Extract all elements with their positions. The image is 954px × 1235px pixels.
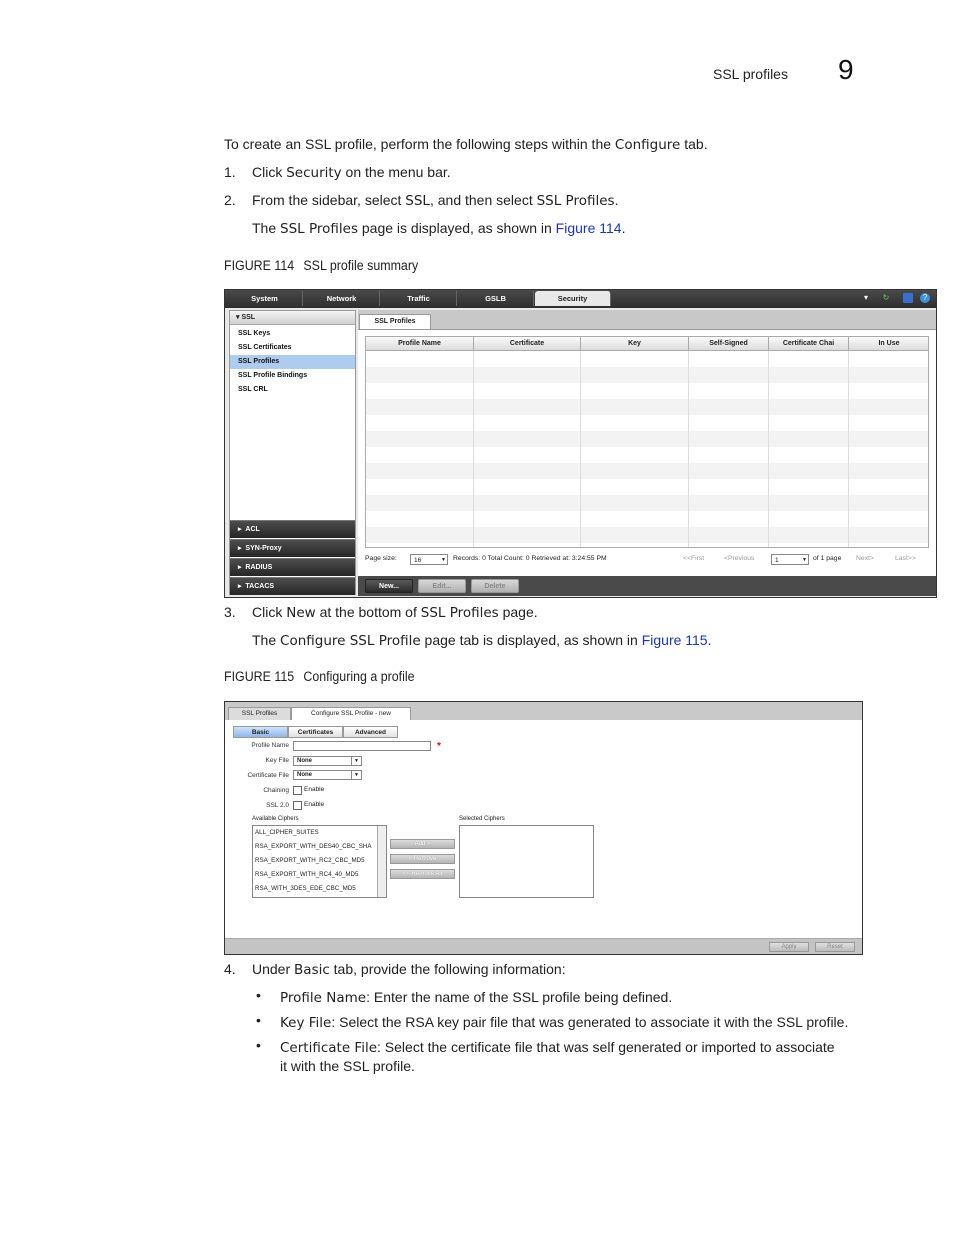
table-row [366,399,929,415]
step-1-text: Click Security on the menu bar. [252,164,451,181]
step-4-text: Under Basic tab, provide the following information: [252,961,566,978]
profile-name-input[interactable] [293,741,431,751]
list-item[interactable]: RSA_EXPORT_WITH_RC4_40_MD5 [255,871,359,878]
key-file-label: Key File [265,757,289,764]
column-profile-name[interactable]: Profile Name [366,337,474,351]
chevron-down-icon: ▼ [351,771,361,779]
bullet-key-file: Key File: Select the RSA key pair file that was generated to associate it with the SSL profile. [280,1014,849,1031]
sidebar-item-ssl-crl[interactable]: SSL CRL [238,386,268,393]
available-ciphers-label: Available Ciphers [252,816,299,822]
figure-115-caption: FIGURE 115 Configuring a profile [224,669,415,684]
step-3-text: Click New at the bottom of SSL Profiles page. [252,604,538,621]
certificate-file-select[interactable]: None ▼ [293,770,362,780]
subtab-basic[interactable]: Basic [233,726,288,738]
chapter-number: 9 [838,54,854,85]
chaining-checkbox[interactable] [293,786,302,795]
subtab-certificates[interactable]: Certificates [288,726,343,738]
subtab-advanced[interactable]: Advanced [343,726,398,738]
step-2-note: The SSL Profiles page is displayed, as shown in Figure 114. [252,220,626,237]
sidebar-item-ssl-profile-bindings[interactable]: SSL Profile Bindings [238,372,308,379]
list-item[interactable]: RSA_EXPORT_WITH_DES40_CBC_SHA [255,843,372,850]
chevron-down-icon: ▼ [802,557,807,563]
tab-ssl-profiles[interactable]: SSL Profiles [359,314,431,329]
list-item[interactable]: RSA_EXPORT_WITH_RC2_CBC_MD5 [255,857,365,864]
column-certificate[interactable]: Certificate [474,337,581,351]
selected-ciphers-list[interactable] [459,825,594,898]
sidebar-cat-syn-proxy[interactable]: ▸ SYN-Proxy [230,539,355,557]
table-row [366,463,929,479]
sidebar-cat-acl[interactable]: ▸ ACL [230,520,355,538]
save-icon[interactable] [903,293,913,303]
first-link[interactable]: <<First [683,555,705,562]
column-self-signed[interactable]: Self-Signed [689,337,769,351]
sidebar-item-ssl-certificates[interactable]: SSL Certificates [238,344,292,351]
list-scrollbar[interactable] [377,826,386,897]
sidebar-cat-tacacs[interactable]: ▸ TACACS [230,577,355,595]
remove-all-button[interactable]: << Remove All [390,869,455,879]
running-header-title: SSL profiles [713,66,788,82]
menu-system[interactable]: System [227,291,303,306]
list-item[interactable]: ALL_CIPHER_SUITES [255,829,319,836]
edit-button[interactable]: Edit... [418,579,466,593]
ssl20-enable-label: Enable [304,801,325,808]
table-row [366,527,929,543]
profiles-grid [365,336,929,548]
column-key[interactable]: Key [581,337,689,351]
chevron-down-icon: ▼ [441,557,446,563]
chevron-down-icon: ▼ [351,757,361,765]
add-button[interactable]: Add > [390,839,455,849]
ssl20-checkbox[interactable] [293,801,302,810]
reset-button[interactable]: Reset [815,942,855,952]
next-link[interactable]: Next> [856,555,874,562]
sidebar-item-ssl-keys[interactable]: SSL Keys [238,330,271,337]
profile-name-label: Profile Name [251,742,289,749]
list-item[interactable]: RSA_WITH_3DES_EDE_CBC_MD5 [255,885,356,892]
bullet-profile-name: Profile Name: Enter the name of the SSL profile being defined. [280,989,673,1006]
new-button[interactable]: New... [365,579,413,593]
previous-link[interactable]: <Previous [724,555,755,562]
menu-gslb[interactable]: GSLB [458,291,534,306]
figure-114-screenshot [224,289,937,598]
menu-security[interactable]: Security [535,291,611,306]
delete-button[interactable]: Delete [471,579,519,593]
key-file-select[interactable]: None ▼ [293,756,362,766]
button-bar [358,576,936,596]
sidebar-cat-radius[interactable]: ▸ RADIUS [230,558,355,576]
figure-114-link[interactable]: Figure 114 [555,220,622,236]
page-size-label: Page size: [365,555,397,562]
figure-114-caption: FIGURE 114 SSL profile summary [224,258,419,273]
chaining-label: Chaining [263,787,289,794]
ssl20-label: SSL 2.0 [266,802,289,809]
table-row [366,367,929,383]
content-area [358,310,936,575]
column-certificate-chain[interactable]: Certificate Chai [769,337,849,351]
bullet-certificate-file-cont: it with the SSL profile. [280,1058,415,1074]
page-size-select[interactable]: 16 ▼ [410,554,448,565]
selected-ciphers-label: Selected Ciphers [459,816,505,822]
last-link[interactable]: Last>> [895,555,916,562]
step-3-number: 3. [224,604,236,620]
help-icon[interactable]: ? [920,293,930,303]
bullet-icon: • [256,1012,261,1028]
bullet-icon: • [256,987,261,1003]
step-3-note: The Configure SSL Profile page tab is displayed, as shown in Figure 115. [252,632,712,649]
sidebar [229,310,356,595]
page-number-select[interactable]: 1 ▼ [771,554,809,565]
available-ciphers-list[interactable] [252,825,387,898]
bottom-bar [225,938,862,955]
refresh-icon[interactable]: ↻ [882,293,890,302]
tab-ssl-profiles[interactable]: SSL Profiles [228,707,291,720]
intro-paragraph: To create an SSL profile, perform the following steps within the Configure tab. [224,136,708,153]
figure-115-screenshot [224,701,863,955]
top-tab-bar [225,702,862,720]
bullet-icon: • [256,1037,261,1053]
sidebar-item-ssl-profiles[interactable]: SSL Profiles [230,355,355,369]
menu-traffic[interactable]: Traffic [381,291,457,306]
chaining-enable-label: Enable [304,786,325,793]
step-2-text: From the sidebar, select SSL, and then select SSL Profiles. [252,192,619,209]
menu-bar [225,290,936,308]
certificate-file-label: Certificate File [247,772,289,779]
remove-button[interactable]: < Remove [390,854,455,864]
step-4-number: 4. [224,961,236,977]
step-1-number: 1. [224,164,236,180]
pager [365,552,929,566]
apply-button[interactable]: Apply [769,942,809,952]
column-in-use[interactable]: In Use [849,337,929,351]
table-row [366,495,929,511]
filter-icon[interactable]: ▾ [863,293,868,302]
table-row [366,431,929,447]
tab-configure-ssl-profile[interactable]: Configure SSL Profile - new [291,707,411,720]
step-2-number: 2. [224,192,236,208]
menu-network[interactable]: Network [304,291,380,306]
sidebar-head-ssl[interactable]: ▾ SSL [230,311,355,325]
profiles-panel [358,329,936,576]
records-info: Records: 0 Total Count: 0 Retrieved at: 3:24:55 PM [453,555,607,562]
required-marker: * [437,741,441,752]
bullet-certificate-file: Certificate File: Select the certificate file that was self generated or imported to associate [280,1039,835,1056]
page-count: of 1 page [813,555,842,562]
figure-115-link[interactable]: Figure 115 [641,632,708,648]
